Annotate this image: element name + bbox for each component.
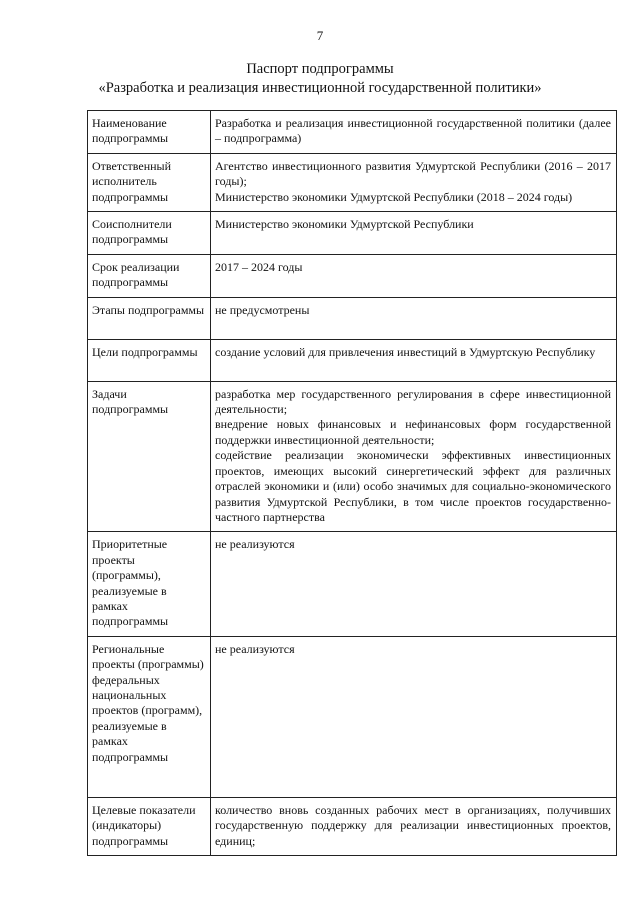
value-paragraph: создание условий для привлечения инвестиций в Удмуртскую Республику	[215, 344, 596, 359]
value-paragraph: 2017 – 2024 годы	[215, 259, 303, 274]
row-label: Срок реализации подпрограммы	[88, 254, 211, 297]
value-paragraph: разработка мер государственного регулирования в сфере инвестиционной деятельности;	[215, 386, 611, 417]
row-value	[211, 339, 617, 381]
row-value	[211, 254, 617, 297]
row-label: Задачи подпрограммы	[88, 381, 211, 532]
table-row	[88, 381, 617, 532]
table-row	[88, 212, 617, 255]
table-row	[88, 636, 617, 797]
table-row	[88, 339, 617, 381]
table-row	[88, 297, 617, 339]
row-label: Наименование подпрограммы	[88, 111, 211, 154]
row-label: Этапы подпрограммы	[88, 297, 211, 339]
table-row	[88, 111, 617, 154]
value-paragraph: Министерство экономики Удмуртской Республики	[215, 217, 474, 232]
row-label: Ответственный исполнитель подпрограммы	[88, 153, 211, 211]
passport-table	[87, 110, 617, 856]
row-value	[211, 297, 617, 339]
document-title	[40, 60, 600, 98]
value-paragraph: не реализуются	[215, 641, 295, 656]
value-paragraph: внедрение новых финансовых и нефинансовых форм государственной поддержки инвестиционной деятельности;	[215, 417, 611, 447]
row-value	[211, 636, 617, 797]
row-value	[211, 381, 617, 532]
row-label: Целевые показатели (индикаторы) подпрограммы	[88, 797, 211, 855]
table-row	[88, 254, 617, 297]
page-number: 7	[316, 28, 324, 43]
table-row	[88, 532, 617, 636]
value-paragraph: Разработка и реализация инвестиционной государственной политики (далее – подпрограмма)	[215, 116, 611, 146]
row-value	[211, 153, 617, 211]
row-label: Приоритетные проекты (программы), реализуемые в рамках подпрограммы	[88, 532, 211, 636]
row-label: Региональные проекты (программы) федеральных национальных проектов (программ), реализуемые в рамках подпрограммы	[88, 636, 211, 797]
table-row	[88, 153, 617, 211]
value-paragraph: Агентство инвестиционного развития Удмуртской Республики (2016 – 2017 годы);	[215, 158, 611, 189]
table-row	[88, 797, 617, 855]
row-value	[211, 532, 617, 636]
value-paragraph: содействие реализации экономически эффективных инвестиционных проектов, имеющих высокий синергетический эффект для различных отраслей экономики и (или) особо значимых для социально-экономического развития Удмуртской Республики, в том числе проектов государственно-частного партнерства	[215, 448, 611, 524]
row-value	[211, 212, 617, 255]
row-value	[211, 111, 617, 154]
value-paragraph: количество вновь созданных рабочих мест в организациях, получивших государственную поддержку для реализации инвестиционных проектов, единиц;	[215, 802, 611, 848]
value-paragraph: не предусмотрены	[215, 302, 310, 317]
title-line-1: Паспорт подпрограммы	[246, 61, 394, 77]
row-value	[211, 797, 617, 855]
value-paragraph: Министерство экономики Удмуртской Республики (2018 – 2024 годы)	[215, 189, 573, 204]
value-paragraph: не реализуются	[215, 537, 295, 552]
title-line-2: «Разработка и реализация инвестиционной государственной политики»	[98, 80, 542, 96]
row-label: Соисполнители подпрограммы	[88, 212, 211, 255]
row-label: Цели подпрограммы	[88, 339, 211, 381]
